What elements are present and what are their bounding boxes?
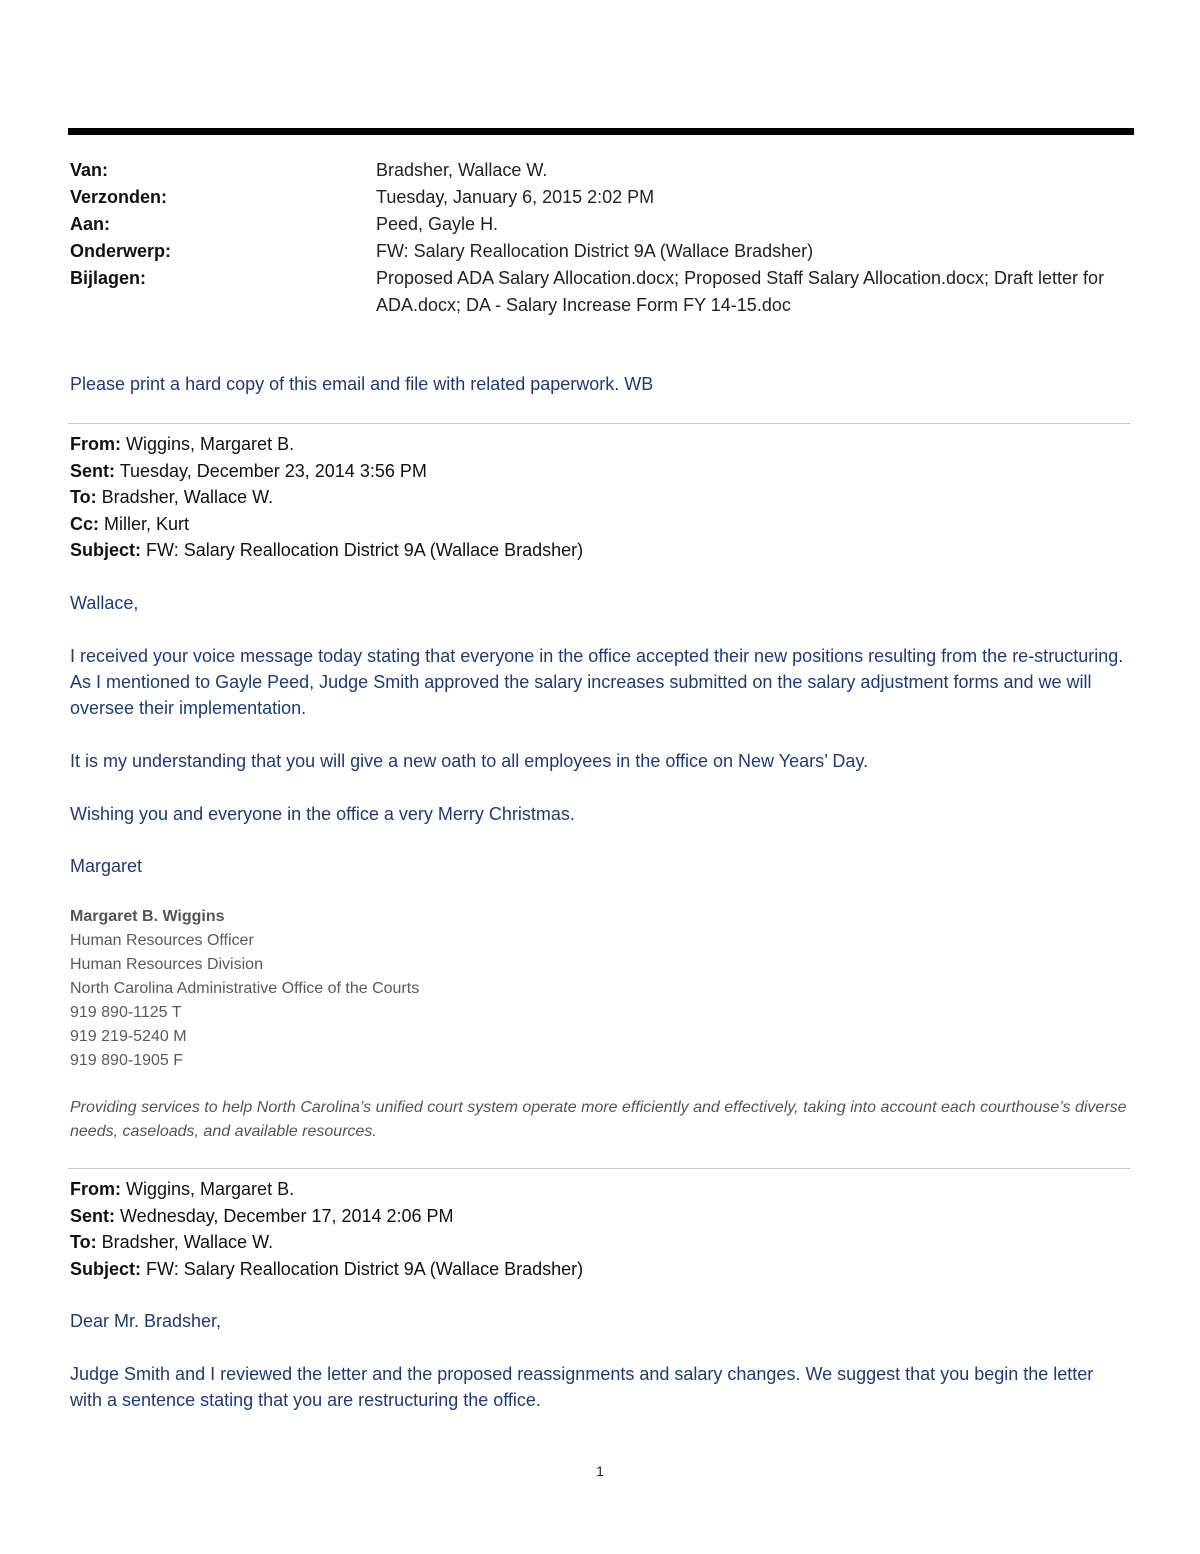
from-value: Bradsher, Wallace W. (376, 160, 548, 180)
email2-subject-label: Subject: (70, 1258, 142, 1279)
signature-phone-f: 919 890-1905 F (70, 1052, 183, 1069)
attachments-label: Bijlagen: (70, 268, 147, 288)
email1-from-row (70, 431, 583, 458)
to-value: Peed, Gayle H. (376, 214, 499, 234)
outer-email-header (70, 157, 1130, 319)
email1-sent-value: Tuesday, December 23, 2014 3:56 PM (119, 460, 427, 481)
header-row-sent (70, 184, 1130, 211)
subject-label: Onderwerp: (70, 241, 172, 261)
email1-to-label: To: (70, 487, 97, 507)
email2-from-value: Wiggins, Margaret B. (126, 1179, 295, 1199)
email1-cc-label: Cc: (70, 513, 100, 534)
email1-subject-value: FW: Salary Reallocation District 9A (Wallace Bradsher) (146, 540, 584, 560)
signature-title: Human Resources Officer (70, 932, 254, 949)
email1-paragraph-2: It is my understanding that you will give a new oath to all employees in the office on New Years’ Day. (70, 751, 869, 771)
email1-greeting: Wallace, (70, 593, 139, 613)
email2-sent-label: Sent: (70, 1205, 115, 1226)
email2-paragraph-1: Judge Smith and I reviewed the letter and the proposed reassignments and salary changes. We suggest that you begin the letter with a sentence stating that you are restructuring the office. (70, 1364, 1094, 1410)
email2-to-value: Bradsher, Wallace W. (101, 1232, 274, 1252)
email2-header (70, 1176, 583, 1282)
signature-tagline: Providing services to help North Carolina’s unified court system operate more efficiently and effectively, taking into account each courthouse’s diverse needs, caseloads, and available resources. (70, 1099, 1127, 1140)
email-signature (70, 905, 419, 1073)
email1-paragraph-3: Wishing you and everyone in the office a very Merry Christmas. (70, 804, 575, 824)
top-divider-rule (68, 128, 1134, 135)
print-note: Please print a hard copy of this email and file with related paperwork. WB (70, 374, 654, 394)
sent-label: Verzonden: (70, 187, 168, 207)
subject-value: FW: Salary Reallocation District 9A (Wallace Bradsher) (376, 241, 814, 261)
email1-sent-label: Sent: (70, 460, 115, 481)
to-label: Aan: (70, 214, 110, 234)
email1-to-row (70, 484, 583, 511)
page-number: 1 (596, 1463, 604, 1479)
signature-phone-t: 919 890-1125 T (70, 1004, 182, 1021)
email1-to-value: Bradsher, Wallace W. (101, 487, 274, 507)
separator-1 (68, 423, 1130, 424)
email1-from-label: From: (70, 434, 121, 454)
sent-value: Tuesday, January 6, 2015 2:02 PM (376, 187, 655, 207)
from-label: Van: (70, 160, 109, 180)
email2-sent-value: Wednesday, December 17, 2014 2:06 PM (120, 1205, 454, 1226)
email1-header (70, 431, 583, 564)
signature-phone-m: 919 219-5240 M (70, 1028, 187, 1045)
email2-to-row (70, 1229, 583, 1256)
email2-from-label: From: (70, 1179, 121, 1199)
email1-sent-row (70, 458, 583, 485)
header-row-from (70, 157, 1130, 184)
email1-cc-row (70, 511, 583, 538)
header-row-to (70, 211, 1130, 238)
email1-subject-row (70, 537, 583, 564)
email1-paragraph-1: I received your voice message today stating that everyone in the office accepted their new positions resulting from the re-structuring. As I mentioned to Gayle Peed, Judge Smith approved the salary increases submitted on the salary adjustment forms and we will oversee their implementation. (70, 646, 1124, 718)
email1-cc-value: Miller, Kurt (104, 513, 190, 534)
email1-subject-label: Subject: (70, 540, 142, 560)
signature-office: North Carolina Administrative Office of the Courts (70, 980, 420, 997)
signature-name: Margaret B. Wiggins (70, 908, 225, 925)
email2-from-row (70, 1176, 583, 1203)
email1-from-value: Wiggins, Margaret B. (126, 434, 295, 454)
attachments-value: Proposed ADA Salary Allocation.docx; Proposed Staff Salary Allocation.docx; Draft letter for ADA.docx; DA - Salary Increase Form FY 14-15.doc (376, 268, 1105, 315)
email1-closing: Margaret (70, 856, 143, 876)
header-row-attachments (70, 265, 1130, 319)
email2-greeting: Dear Mr. Bradsher, (70, 1311, 222, 1331)
email2-to-label: To: (70, 1232, 97, 1252)
signature-division: Human Resources Division (70, 956, 263, 973)
separator-2 (68, 1168, 1130, 1169)
email2-sent-row (70, 1203, 583, 1230)
email2-subject-value: FW: Salary Reallocation District 9A (Wallace Bradsher) (146, 1258, 584, 1279)
header-row-subject (70, 238, 1130, 265)
email2-subject-row (70, 1256, 583, 1283)
